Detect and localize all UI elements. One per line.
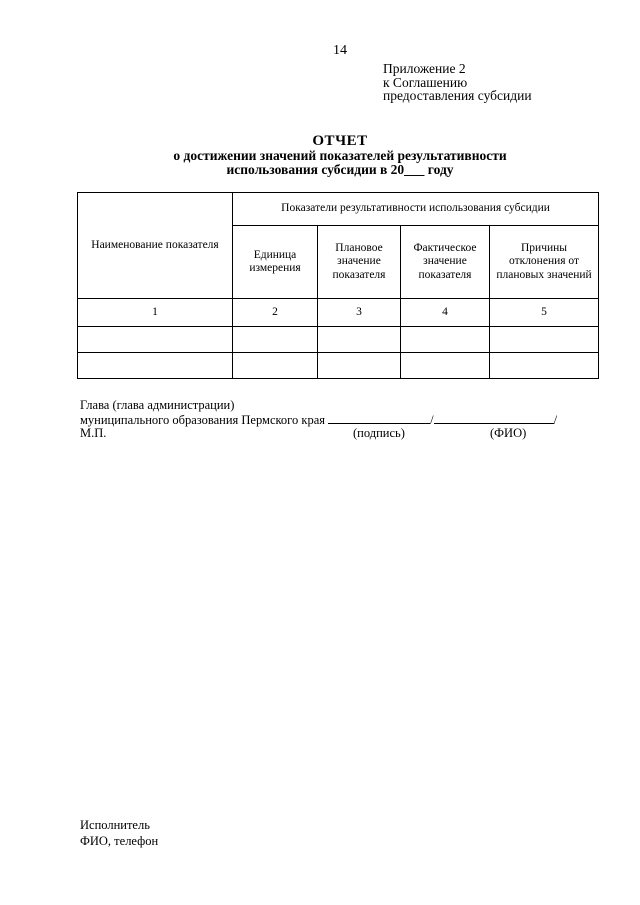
appendix-line-3: предоставления субсидии bbox=[383, 88, 532, 103]
signature-caption: (подпись) bbox=[353, 426, 405, 440]
title-main: ОТЧЕТ bbox=[312, 133, 368, 149]
name-caption: (ФИО) bbox=[490, 426, 527, 440]
header-planned: Плановое значение показателя bbox=[318, 226, 401, 299]
column-number: 3 bbox=[318, 299, 401, 327]
table-number-row bbox=[78, 299, 599, 327]
executor-label: Исполнитель bbox=[80, 818, 150, 832]
title-line-3: использования субсидии в 20___ году bbox=[226, 162, 454, 177]
column-number: 5 bbox=[490, 299, 599, 327]
table-cell bbox=[490, 353, 599, 379]
page-number: 14 bbox=[333, 43, 347, 58]
name-blank bbox=[434, 412, 554, 424]
header-indicator-name: Наименование показателя bbox=[78, 193, 233, 299]
table-cell bbox=[233, 327, 318, 353]
signature-line-1: Глава (глава администрации) bbox=[80, 398, 235, 412]
table-cell bbox=[78, 327, 233, 353]
header-actual: Фактическое значение показателя bbox=[401, 226, 490, 299]
header-unit: Единица измерения bbox=[233, 226, 318, 299]
table-cell bbox=[401, 353, 490, 379]
table-row bbox=[78, 353, 599, 379]
column-number: 4 bbox=[401, 299, 490, 327]
table-cell bbox=[490, 327, 599, 353]
table-header-row-1 bbox=[78, 193, 599, 226]
signature-line-3 bbox=[80, 426, 600, 440]
table-row bbox=[78, 327, 599, 353]
appendix-line-2: к Соглашению bbox=[383, 74, 468, 90]
executor-contact: ФИО, телефон bbox=[80, 834, 159, 848]
signature-title: муниципального образования Пермского края bbox=[80, 413, 325, 427]
signature-blank bbox=[328, 412, 430, 424]
stamp-label: М.П. bbox=[80, 426, 107, 440]
header-reasons: Причины отклонения от плановых значений bbox=[490, 226, 599, 299]
table-cell bbox=[401, 327, 490, 353]
table-cell bbox=[318, 327, 401, 353]
signature-slash: / bbox=[553, 413, 558, 427]
table-cell bbox=[318, 353, 401, 379]
table-cell bbox=[233, 353, 318, 379]
report-table bbox=[77, 192, 599, 379]
title-line-2: о достижении значений показателей результативности bbox=[173, 148, 507, 163]
signature-block bbox=[80, 398, 600, 440]
column-number: 2 bbox=[233, 299, 318, 327]
appendix-note bbox=[383, 62, 532, 103]
executor-block bbox=[80, 817, 158, 849]
table-cell bbox=[78, 353, 233, 379]
report-title bbox=[0, 133, 640, 177]
signature-line-2 bbox=[80, 412, 600, 426]
signature-slash: / bbox=[430, 413, 434, 427]
column-number: 1 bbox=[78, 299, 233, 327]
appendix-line-1: Приложение 2 bbox=[383, 61, 466, 76]
header-group: Показатели результативности использования субсидии bbox=[233, 193, 599, 226]
